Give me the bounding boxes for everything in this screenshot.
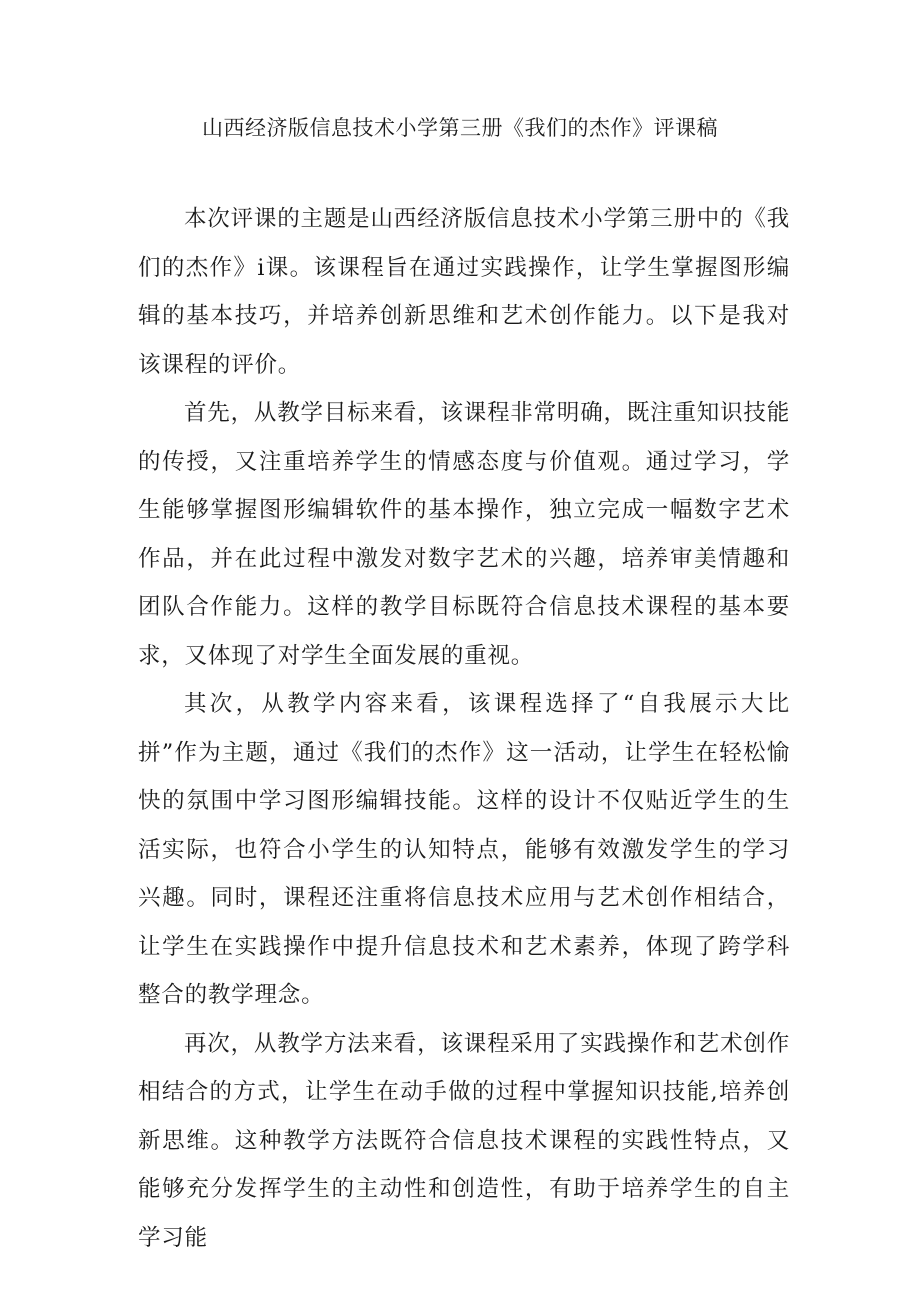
- paragraph-teaching-goals: 首先，从教学目标来看，该课程非常明确，既注重知识技能的传授，又注重培养学生的情感态度与价值观。通过学习，学生能够掌握图形编辑软件的基本操作，独立完成一幅数字艺术作品，并在此过程中激发对数字艺术的兴趣，培养审美情趣和团队合作能力。这样的教学目标既符合信息技术课程的基本要求，又体现了对学生全面发展的重视。: [138, 400, 790, 669]
- paragraph-intro: 本次评课的主题是山西经济版信息技术小学第三册中的《我们的杰作》i课。该课程旨在通过实践操作，让学生掌握图形编辑的基本技巧，并培养创新思维和艺术创作能力。以下是我对该课程的评价。: [138, 206, 790, 378]
- paragraph-teaching-content: 其次，从教学内容来看，该课程选择了“自我展示大比拼”作为主题，通过《我们的杰作》这一活动，让学生在轻松愉快的氛围中学习图形编辑技能。这样的设计不仅贴近学生的生活实际，也符合小学生的认知特点，能够有效激发学生的学习兴趣。同时，课程还注重将信息技术应用与艺术创作相结合，让学生在实践操作中提升信息技术和艺术素养，体现了跨学科整合的教学理念。: [138, 691, 790, 1008]
- paragraph-teaching-methods: 再次，从教学方法来看，该课程采用了实践操作和艺术创作相结合的方式，让学生在动手做的过程中掌握知识技能,培养创新思维。这种教学方法既符合信息技术课程的实践性特点，又能够充分发挥学生的主动性和创造性，有助于培养学生的自主学习能: [138, 1030, 790, 1251]
- document-title: 山西经济版信息技术小学第三册《我们的杰作》评课稿: [202, 116, 718, 140]
- document-body: [138, 195, 790, 1262]
